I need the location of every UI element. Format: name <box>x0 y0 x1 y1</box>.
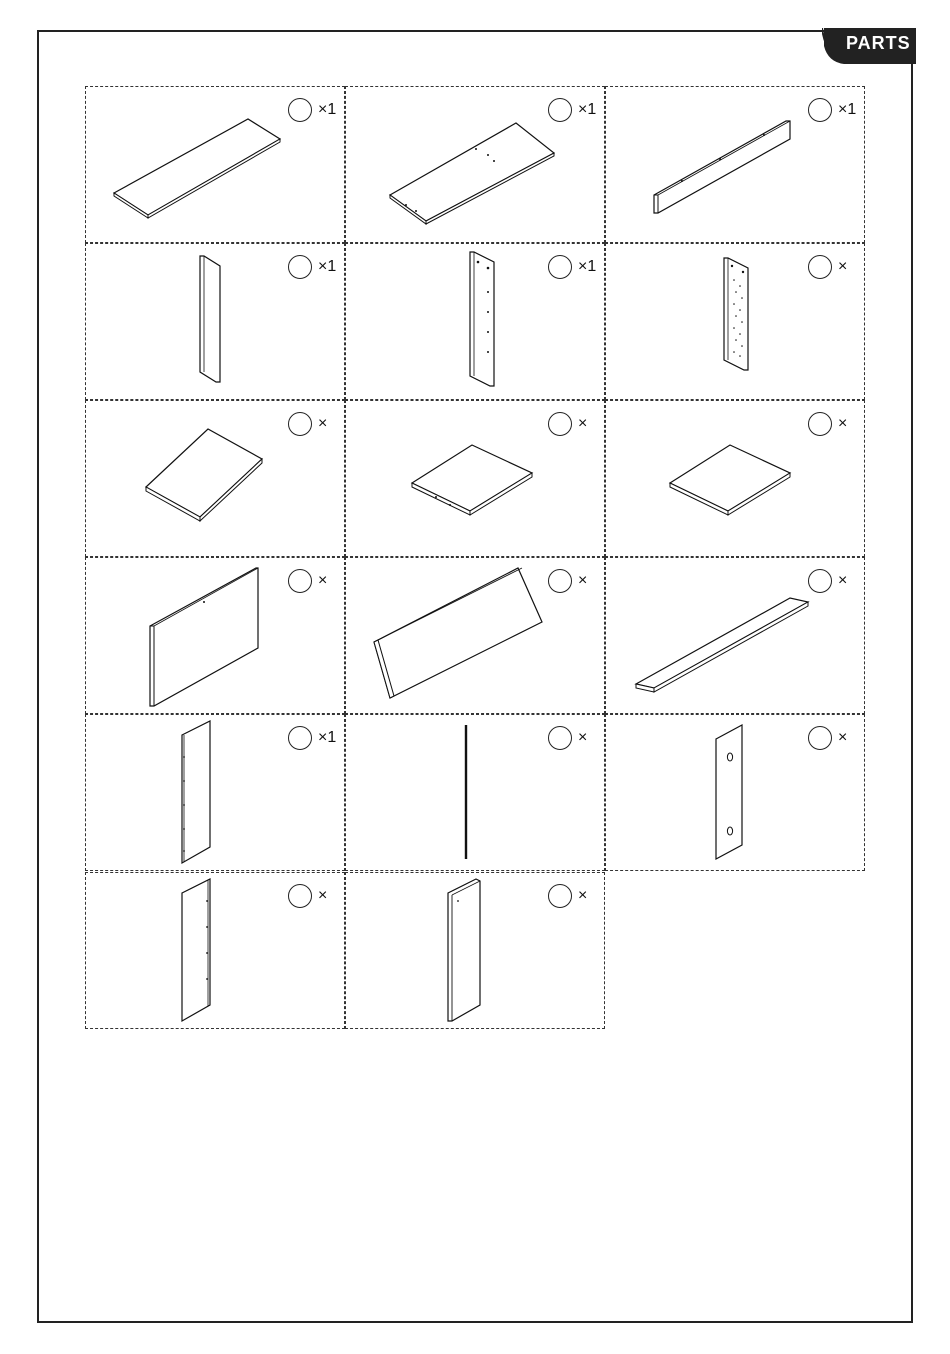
part-cell <box>605 86 865 243</box>
part-number-circle <box>548 255 572 279</box>
quantity-label: × <box>578 887 588 904</box>
part-number-circle <box>808 98 832 122</box>
part-cell <box>345 714 605 871</box>
part-number-circle <box>548 569 572 593</box>
part-number-circle <box>808 412 832 436</box>
part-cell <box>605 400 865 557</box>
quantity-label: × <box>838 258 848 275</box>
parts-grid <box>85 86 866 1034</box>
part-cell <box>85 872 345 1029</box>
part-number-circle <box>288 412 312 436</box>
part-cell <box>345 872 605 1029</box>
quantity-marker <box>288 569 348 599</box>
quantity-marker <box>548 412 608 442</box>
quantity-label: × <box>838 729 848 746</box>
quantity-label: × <box>318 887 328 904</box>
part-cell <box>85 86 345 243</box>
quantity-marker <box>288 884 348 914</box>
quantity-label: × <box>838 572 848 589</box>
part-cell <box>605 243 865 400</box>
part-number-circle <box>548 884 572 908</box>
quantity-marker <box>288 98 348 128</box>
part-number-circle <box>288 98 312 122</box>
quantity-marker <box>808 255 868 285</box>
quantity-marker <box>548 98 608 128</box>
quantity-marker <box>288 255 348 285</box>
quantity-label: ×1 <box>838 101 857 118</box>
quantity-marker <box>808 726 868 756</box>
part-number-circle <box>288 884 312 908</box>
quantity-marker <box>548 569 608 599</box>
quantity-label: ×1 <box>578 258 597 275</box>
part-cell <box>345 400 605 557</box>
parts-tab <box>822 28 916 64</box>
quantity-label: × <box>318 572 328 589</box>
quantity-label: ×1 <box>318 258 337 275</box>
part-number-circle <box>548 98 572 122</box>
quantity-label: ×1 <box>318 729 337 746</box>
part-cell <box>605 557 865 714</box>
part-number-circle <box>548 412 572 436</box>
part-cell <box>345 557 605 714</box>
quantity-marker <box>808 412 868 442</box>
quantity-label: × <box>318 415 328 432</box>
quantity-label: × <box>578 415 588 432</box>
quantity-marker <box>808 98 868 128</box>
part-cell <box>85 557 345 714</box>
part-number-circle <box>288 255 312 279</box>
quantity-label: ×1 <box>578 101 597 118</box>
quantity-label: × <box>838 415 848 432</box>
part-cell <box>605 714 865 871</box>
quantity-marker <box>288 726 348 756</box>
part-number-circle <box>808 726 832 750</box>
quantity-label: ×1 <box>318 101 337 118</box>
part-cell <box>85 243 345 400</box>
section-title: PARTS <box>846 33 911 53</box>
part-cell <box>85 714 345 871</box>
quantity-label: × <box>578 729 588 746</box>
part-cell <box>85 400 345 557</box>
quantity-marker <box>548 255 608 285</box>
part-number-circle <box>808 569 832 593</box>
part-number-circle <box>288 569 312 593</box>
part-number-circle <box>808 255 832 279</box>
quantity-marker <box>548 884 608 914</box>
quantity-marker <box>288 412 348 442</box>
quantity-label: × <box>578 572 588 589</box>
quantity-marker <box>808 569 868 599</box>
quantity-marker <box>548 726 608 756</box>
part-cell <box>345 86 605 243</box>
part-cell <box>345 243 605 400</box>
part-number-circle <box>288 726 312 750</box>
part-number-circle <box>548 726 572 750</box>
